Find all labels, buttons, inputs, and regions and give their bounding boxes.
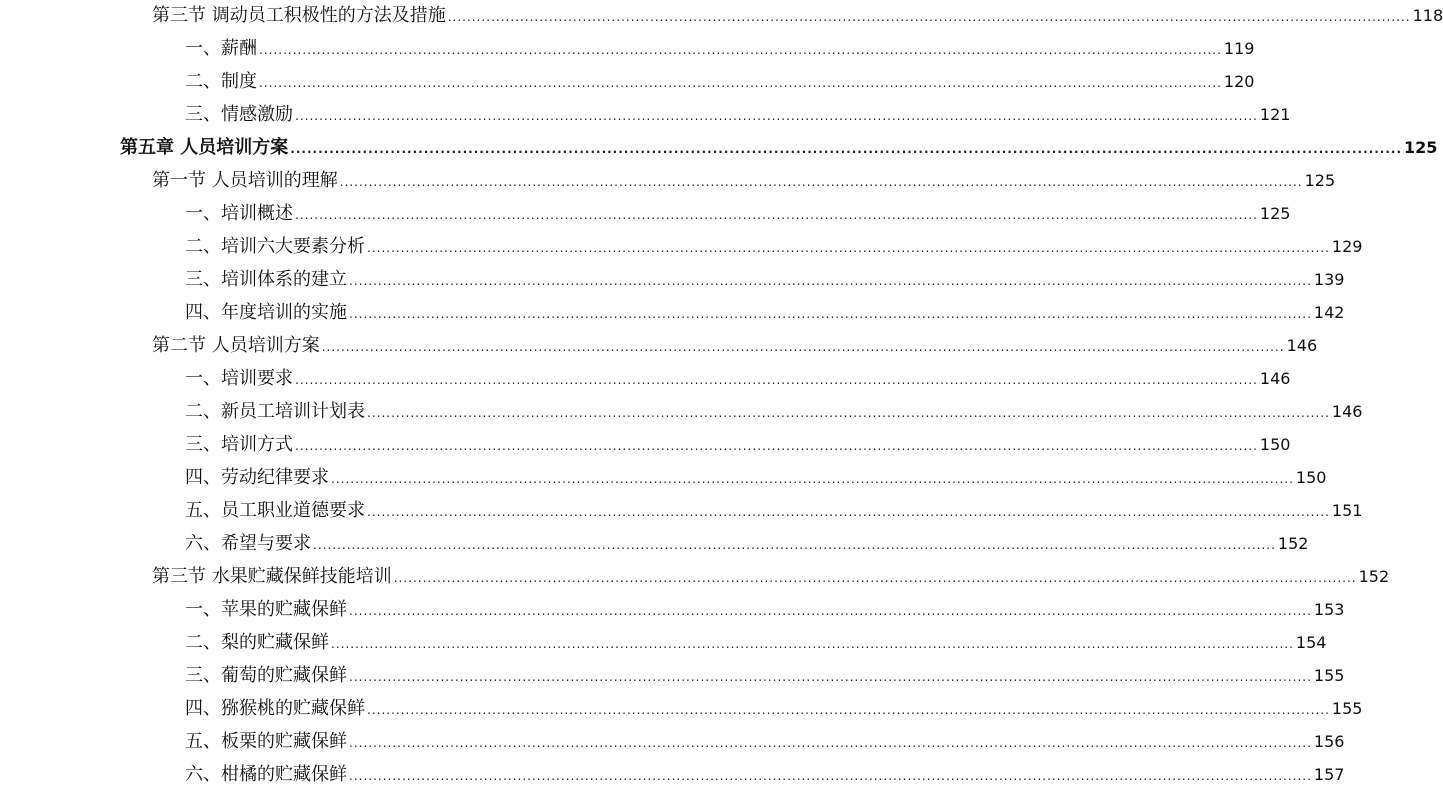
toc-leader-dots: ........................................................................................................................................................................................................ bbox=[331, 637, 1294, 651]
toc-entry bbox=[185, 661, 1345, 691]
toc-entry-title: 四、猕猴桃的贮藏保鲜 bbox=[185, 698, 365, 719]
toc-entry-title: 五、员工职业道德要求 bbox=[185, 500, 365, 521]
toc-entry-title: 二、培训六大要素分析 bbox=[185, 236, 365, 257]
toc-entry-page: 118 bbox=[1412, 6, 1443, 25]
toc-entry-title: 六、柑橘的贮藏保鲜 bbox=[185, 764, 347, 785]
toc-entry-page: 139 bbox=[1313, 270, 1345, 289]
toc-entry bbox=[185, 265, 1345, 295]
toc-entry-page: 152 bbox=[1358, 567, 1390, 586]
toc-leader-dots: ........................................................................................................................................................................................................ bbox=[393, 571, 1357, 585]
toc-entry-title: 第三节 水果贮藏保鲜技能培训 bbox=[152, 566, 392, 587]
toc-entry-page: 153 bbox=[1313, 600, 1345, 619]
toc-entry-title: 四、年度培训的实施 bbox=[185, 302, 347, 323]
toc-entry-title: 第三节 调动员工积极性的方法及措施 bbox=[152, 5, 446, 26]
toc-entry-page: 119 bbox=[1223, 39, 1255, 58]
toc-entry bbox=[152, 562, 1390, 592]
toc-entry-page: 152 bbox=[1277, 534, 1309, 553]
toc-entry bbox=[185, 364, 1291, 394]
toc-entry bbox=[185, 34, 1255, 64]
toc-entry bbox=[185, 67, 1255, 97]
toc-leader-dots: ........................................................................................................................................................................................................ bbox=[339, 175, 1303, 189]
toc-entry bbox=[185, 232, 1363, 262]
toc-entry-title: 一、苹果的贮藏保鲜 bbox=[185, 599, 347, 620]
toc-entry-page: 155 bbox=[1313, 666, 1345, 685]
toc-entry-page: 154 bbox=[1295, 633, 1327, 652]
toc-entry-title: 四、劳动纪律要求 bbox=[185, 467, 329, 488]
toc-leader-dots: ........................................................................................................................................................................................................ bbox=[349, 307, 1312, 321]
toc-entry bbox=[185, 496, 1363, 526]
toc-entry-page: 129 bbox=[1331, 237, 1363, 256]
toc-entry-page: 125 bbox=[1304, 171, 1336, 190]
toc-leader-dots: ........................................................................................................................................................................................................ bbox=[295, 373, 1258, 387]
toc-entry bbox=[185, 727, 1345, 757]
toc-leader-dots: ........................................................................................................................................................................................................ bbox=[295, 439, 1258, 453]
toc-leader-dots: ........................................................................................................................................................................................................ bbox=[313, 538, 1276, 552]
toc-entry bbox=[185, 463, 1327, 493]
toc-entry-title: 第五章 人员培训方案 bbox=[120, 137, 289, 158]
toc-entry-title: 三、情感激励 bbox=[185, 104, 293, 125]
toc-leader-dots: ........................................................................................................................................................................................................ bbox=[295, 208, 1258, 222]
toc-entry bbox=[185, 199, 1291, 229]
toc-entry-page: 150 bbox=[1295, 468, 1327, 487]
toc-leader-dots: ........................................................................................................................................................................................................ bbox=[349, 670, 1312, 684]
toc-entry bbox=[185, 100, 1291, 130]
toc-entry bbox=[185, 397, 1363, 427]
toc-entry-page: 151 bbox=[1331, 501, 1363, 520]
toc-entry-page: 146 bbox=[1331, 402, 1363, 421]
toc-entry bbox=[185, 529, 1309, 559]
toc-entry-page: 142 bbox=[1313, 303, 1345, 322]
toc-entry bbox=[185, 628, 1327, 658]
toc-entry bbox=[185, 694, 1363, 724]
toc-entry-title: 六、希望与要求 bbox=[185, 533, 311, 554]
toc-leader-dots: ........................................................................................................................................................................................................ bbox=[349, 736, 1312, 750]
toc-entry bbox=[120, 133, 1438, 163]
toc-entry-title: 一、培训要求 bbox=[185, 368, 293, 389]
toc-entry-title: 二、新员工培训计划表 bbox=[185, 401, 365, 422]
toc-entry-title: 三、培训体系的建立 bbox=[185, 269, 347, 290]
toc-entry bbox=[185, 430, 1291, 460]
toc-entry-page: 121 bbox=[1259, 105, 1291, 124]
toc-entry-title: 二、梨的贮藏保鲜 bbox=[185, 632, 329, 653]
toc-entry bbox=[185, 760, 1345, 790]
toc-leader-dots: ........................................................................................................................................................................................................ bbox=[367, 505, 1330, 519]
toc-entry-page: 146 bbox=[1286, 336, 1318, 355]
toc-leader-dots: ........................................................................................................................................................................................................ bbox=[447, 10, 1411, 24]
toc-entry-title: 一、培训概述 bbox=[185, 203, 293, 224]
toc-entry-page: 150 bbox=[1259, 435, 1291, 454]
toc-entry bbox=[185, 595, 1345, 625]
toc-entry-title: 五、板栗的贮藏保鲜 bbox=[185, 731, 347, 752]
toc-entry bbox=[152, 1, 1443, 31]
toc-leader-dots: ........................................................................................................................................................................................................ bbox=[367, 406, 1330, 420]
toc-entry-title: 一、薪酬 bbox=[185, 38, 257, 59]
toc-leader-dots: ........................................................................................................................................................................................................ bbox=[290, 142, 1402, 156]
toc-leader-dots: ........................................................................................................................................................................................................ bbox=[259, 43, 1222, 57]
toc-entry bbox=[152, 331, 1318, 361]
toc-entry-page: 146 bbox=[1259, 369, 1291, 388]
toc-leader-dots: ........................................................................................................................................................................................................ bbox=[367, 241, 1330, 255]
toc-entry-title: 三、培训方式 bbox=[185, 434, 293, 455]
toc-leader-dots: ........................................................................................................................................................................................................ bbox=[349, 274, 1312, 288]
toc-entry-title: 第一节 人员培训的理解 bbox=[152, 170, 338, 191]
toc-leader-dots: ........................................................................................................................................................................................................ bbox=[367, 703, 1330, 717]
toc-entry bbox=[185, 298, 1345, 328]
toc-entry-page: 156 bbox=[1313, 732, 1345, 751]
toc-leader-dots: ........................................................................................................................................................................................................ bbox=[331, 472, 1294, 486]
toc-entry-page: 125 bbox=[1404, 138, 1438, 157]
toc-entry-title: 三、葡萄的贮藏保鲜 bbox=[185, 665, 347, 686]
toc-entry-page: 120 bbox=[1223, 72, 1255, 91]
toc-leader-dots: ........................................................................................................................................................................................................ bbox=[349, 604, 1312, 618]
toc-entry-page: 157 bbox=[1313, 765, 1345, 784]
toc-leader-dots: ........................................................................................................................................................................................................ bbox=[295, 109, 1258, 123]
toc-entry-title: 二、制度 bbox=[185, 71, 257, 92]
toc-entry bbox=[152, 166, 1336, 196]
toc-leader-dots: ........................................................................................................................................................................................................ bbox=[321, 340, 1285, 354]
toc-leader-dots: ........................................................................................................................................................................................................ bbox=[349, 769, 1312, 783]
toc-entry-page: 125 bbox=[1259, 204, 1291, 223]
toc-entry-page: 155 bbox=[1331, 699, 1363, 718]
toc-entry-title: 第二节 人员培训方案 bbox=[152, 335, 320, 356]
toc-leader-dots: ........................................................................................................................................................................................................ bbox=[259, 76, 1222, 90]
